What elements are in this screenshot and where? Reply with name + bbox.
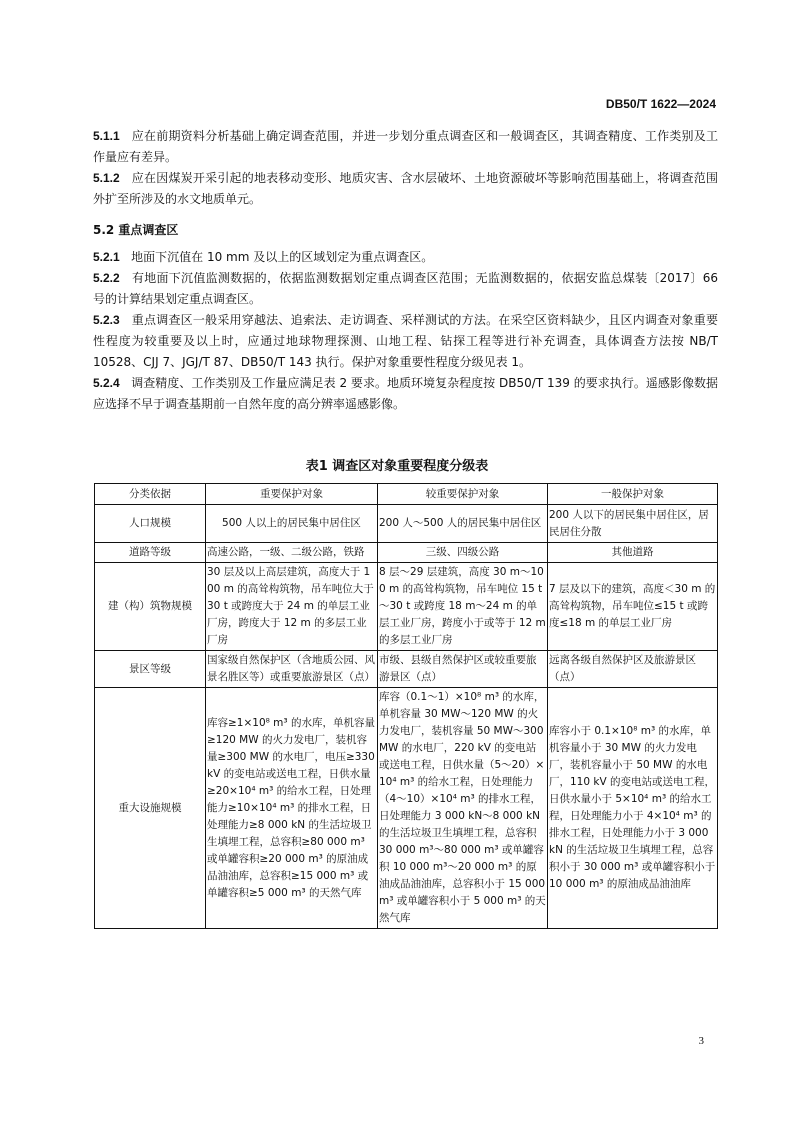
clause-text: 调查精度、工作类别及工作量应满足表 2 要求。地质环境复杂程度按 DB50/T 139 的要求执行。遥感影像数据应选择不早于调查基期前一自然年度的高分辨率遥感影像。: [93, 376, 718, 411]
section-heading: 5.2 重点调查区: [93, 223, 179, 237]
clause-text: 重点调查区一般采用穿越法、追索法、走访调查、采样测试的方法。在采空区资料缺少，且区内调查对象重要性程度为较重要及以上时，应通过地球物理探测、山地工程、钻探工程等进行补充调查，具体调查方法按 NB/T 10528、CJJ 7、JGJ/T 87、DB50/T 143 执行。保护对象重要性程度分级见表 1。: [93, 313, 718, 369]
category-cell: 道路等级: [95, 543, 206, 563]
clause-text: 应在因煤炭开采引起的地表移动变形、地质灾害、含水层破坏、土地资源破坏等影响范围基础上，将调查范围外扩至所涉及的水文地质单元。: [93, 171, 718, 206]
table-row: [95, 543, 718, 563]
clause-text: 地面下沉值在 10 mm 及以上的区域划定为重点调查区。: [131, 250, 434, 264]
clause-number: 5.2.3: [93, 313, 120, 327]
clause-number: 5.1.2: [93, 171, 120, 185]
page-number: 3: [698, 1035, 704, 1047]
category-cell: 建（构）筑物规模: [95, 563, 206, 651]
importance-grading-table: [94, 483, 718, 929]
category-cell: 重大设施规模: [95, 688, 206, 929]
cell-general: 库容小于 0.1×10⁸ m³ 的水库，单机容量小于 30 MW 的火力发电厂，装机容量小于 50 MW 的水电厂，110 kV 的变电站或送电工程，日供水量小于 5×10⁴ m³ 的给水工程，日处理能力小于 4×10⁴ m³ 的排水工程，日处理能力小于 3 000 kN 的生活垃圾卫生填埋工程，总容积小于 30 000 m³ 或单罐容积小于 10 000 m³ 的原油成品油油库: [548, 688, 718, 929]
table-row: [95, 651, 718, 688]
category-cell: 景区等级: [95, 651, 206, 688]
column-header: 较重要保护对象: [378, 484, 548, 505]
cell-important: 国家级自然保护区（含地质公园、风景名胜区等）或重要旅游景区（点）: [206, 651, 378, 688]
cell-important: 高速公路，一级、二级公路，铁路: [206, 543, 378, 563]
table-header-row: [95, 484, 718, 505]
clause-5-1-1: [93, 126, 718, 168]
clause-5-2-3: [93, 310, 718, 373]
cell-important: 30 层及以上高层建筑，高度大于 100 m 的高耸构筑物，吊车吨位大于 30 t 或跨度大于 24 m 的单层工业厂房，跨度大于 12 m 的多层工业厂房: [206, 563, 378, 651]
table-row: [95, 505, 718, 543]
clause-number: 5.2.4: [93, 376, 120, 390]
column-header: 分类依据: [95, 484, 206, 505]
cell-fairly-important: 三级、四级公路: [378, 543, 548, 563]
clause-number: 5.2.2: [93, 271, 120, 285]
cell-fairly-important: 库容（0.1～1）×10⁸ m³ 的水库，单机容量 30 MW～120 MW 的火力发电厂，装机容量 50 MW～300 MW 的水电厂，220 kV 的变电站或送电工程，日供水量（5～20）×10⁴ m³ 的给水工程，日处理能力（4～10）×10⁴ m³ 的排水工程，日处理能力 3 000 kN～8 000 kN 的生活垃圾卫生填埋工程，总容积 30 000 m³～80 000 m³ 或单罐容积 10 000 m³～20 000 m³ 的原油成品油油库，总容积小于 15 000 m³ 或单罐容积小于 5 000 m³ 的天然气库: [378, 688, 548, 929]
clause-5-2-1: [93, 247, 718, 268]
body-text: [93, 126, 718, 415]
cell-general: 7 层及以下的建筑，高度＜30 m 的高耸构筑物，吊车吨位≤15 t 或跨度≤18 m 的单层工业厂房: [548, 563, 718, 651]
clause-5-1-2: [93, 168, 718, 210]
column-header: 重要保护对象: [206, 484, 378, 505]
column-header: 一般保护对象: [548, 484, 718, 505]
clause-5-2-4: [93, 373, 718, 415]
cell-important: 库容≥1×10⁸ m³ 的水库，单机容量≥120 MW 的火力发电厂，装机容量≥300 MW 的水电厂，电压≥330 kV 的变电站或送电工程，日供水量≥20×10⁴ m³ 的给水工程，日处理能力≥10×10⁴ m³ 的排水工程，日处理能力≥8 000 kN 的生活垃圾卫生填埋工程，总容积≥80 000 m³ 或单罐容积≥20 000 m³ 的原油成品油油库，总容积≥15 000 m³ 或单罐容积≥5 000 m³ 的天然气库: [206, 688, 378, 929]
clause-text: 有地面下沉值监测数据的，依据监测数据划定重点调查区范围；无监测数据的，依据安监总煤装〔2017〕66 号的计算结果划定重点调查区。: [93, 271, 718, 306]
standard-code: DB50/T 1622—2024: [605, 97, 716, 111]
cell-important: 500 人以上的居民集中居住区: [206, 505, 378, 543]
cell-general: 其他道路: [548, 543, 718, 563]
cell-fairly-important: 市级、县级自然保护区或较重要旅游景区（点）: [378, 651, 548, 688]
table-title: 表1 调查区对象重要程度分级表: [305, 459, 489, 474]
table-row: [95, 563, 718, 651]
cell-fairly-important: 8 层～29 层建筑，高度 30 m～100 m 的高耸构筑物，吊车吨位 15 t～30 t 或跨度 18 m～24 m 的单层工业厂房，跨度小于或等于 12 m 的多层工业厂房: [378, 563, 548, 651]
clause-number: 5.2.1: [93, 250, 120, 264]
clause-5-2-2: [93, 268, 718, 310]
table-row: [95, 688, 718, 929]
cell-fairly-important: 200 人～500 人的居民集中居住区: [378, 505, 548, 543]
clause-number: 5.1.1: [93, 129, 120, 143]
cell-general: 远离各级自然保护区及旅游景区（点）: [548, 651, 718, 688]
category-cell: 人口规模: [95, 505, 206, 543]
clause-text: 应在前期资料分析基础上确定调查范围，并进一步划分重点调查区和一般调查区，其调查精度、工作类别及工作量应有差异。: [93, 129, 718, 164]
cell-general: 200 人以下的居民集中居住区，居民居住分散: [548, 505, 718, 543]
